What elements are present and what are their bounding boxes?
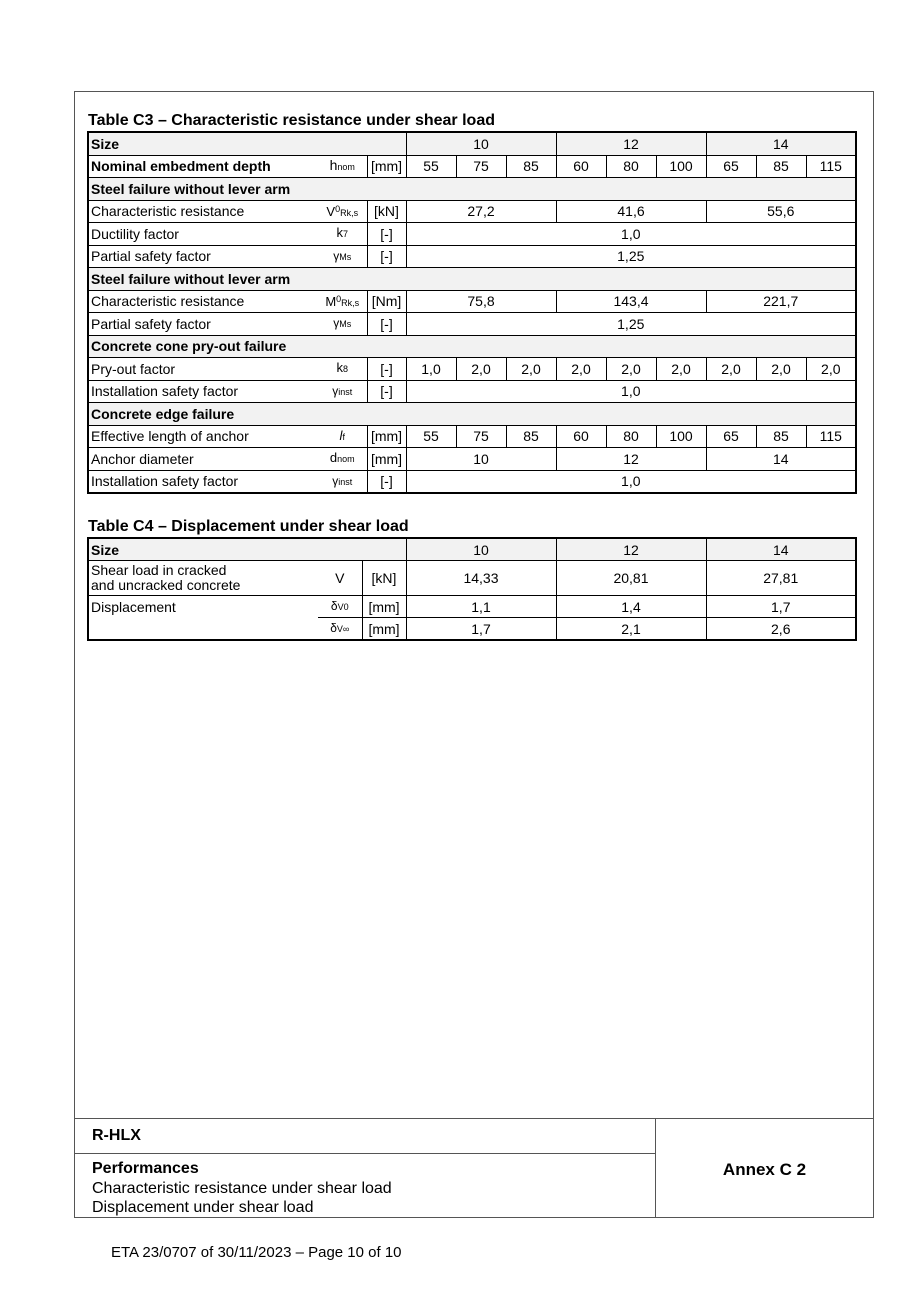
partial-row [88, 313, 856, 336]
dv0-value: 1,7 [706, 596, 856, 618]
section-title: Concrete edge failure [88, 403, 856, 426]
embed-symbol: hnom [318, 155, 367, 178]
gamma-inst-symbol: γinst [318, 470, 367, 493]
shear-load-row [88, 561, 856, 596]
section-row [88, 178, 856, 201]
section-title: Steel failure without lever arm [88, 268, 856, 291]
pry-out-row [88, 358, 856, 381]
v-value: 55,6 [706, 200, 856, 223]
m-value: 143,4 [556, 290, 706, 313]
v-value: 27,2 [406, 200, 556, 223]
shear-label: Shear load in cracked and uncracked concrete [88, 561, 318, 596]
size-row [88, 132, 856, 155]
partial-value: 1,25 [406, 313, 856, 336]
embed-value: 60 [556, 155, 606, 178]
shear-value: 20,81 [556, 561, 706, 596]
table-c3 [87, 131, 857, 494]
pry-label: Pry-out factor [88, 358, 318, 381]
unit: [mm] [362, 596, 406, 618]
ductility-value: 1,0 [406, 223, 856, 246]
unit: [-] [367, 313, 406, 336]
disp-label: Displacement [88, 596, 318, 618]
char-res-v-row [88, 200, 856, 223]
unit: [kN] [367, 200, 406, 223]
eff-len-value: 55 [406, 425, 456, 448]
pry-value: 2,0 [456, 358, 506, 381]
annex-label: Annex C 2 [722, 1160, 807, 1179]
size-label: Size [88, 132, 406, 155]
table-c4 [87, 537, 857, 641]
ductility-label: Ductility factor [88, 223, 318, 246]
dvinf-value: 1,7 [406, 618, 556, 641]
char-res-label: Characteristic resistance [88, 290, 318, 313]
footer-divider [74, 1153, 655, 1154]
embed-value: 75 [456, 155, 506, 178]
embed-value: 65 [706, 155, 756, 178]
eff-len-value: 100 [656, 425, 706, 448]
embed-row [88, 155, 856, 178]
eff-len-label: Effective length of anchor [88, 425, 318, 448]
char-res-m-row [88, 290, 856, 313]
table-c4-title: Table C4 – Displacement under shear load [88, 518, 409, 535]
pry-value: 2,0 [656, 358, 706, 381]
pry-value: 2,0 [556, 358, 606, 381]
size-cell: 14 [706, 132, 856, 155]
k7-symbol: k7 [318, 223, 367, 246]
d-symbol: dnom [318, 448, 367, 471]
section-row [88, 268, 856, 291]
size-cell: 10 [406, 538, 556, 561]
diam-row [88, 448, 856, 471]
char-res-label: Characteristic resistance [88, 200, 318, 223]
m-value: 221,7 [706, 290, 856, 313]
pry-value: 2,0 [706, 358, 756, 381]
unit: [-] [367, 245, 406, 268]
shear-value: 14,33 [406, 561, 556, 596]
embed-value: 80 [606, 155, 656, 178]
section-row [88, 335, 856, 358]
unit: [-] [367, 358, 406, 381]
pry-value: 2,0 [606, 358, 656, 381]
size-cell: 10 [406, 132, 556, 155]
eff-len-value: 85 [506, 425, 556, 448]
partial-row [88, 245, 856, 268]
gamma-ms-symbol: γMs [318, 245, 367, 268]
unit: [Nm] [367, 290, 406, 313]
dv0-value: 1,4 [556, 596, 706, 618]
embed-value: 55 [406, 155, 456, 178]
shear-value: 27,81 [706, 561, 856, 596]
partial-label: Partial safety factor [88, 313, 318, 336]
diam-label: Anchor diameter [88, 448, 318, 471]
performances-title: Performances [92, 1160, 199, 1177]
performances-line: Characteristic resistance under shear load [92, 1180, 392, 1197]
pry-value: 2,0 [756, 358, 806, 381]
section-row [88, 403, 856, 426]
partial-value: 1,25 [406, 245, 856, 268]
eff-len-value: 75 [456, 425, 506, 448]
v-symbol: $V^0Rk,s$ [318, 200, 367, 223]
m-value: 75,8 [406, 290, 556, 313]
lf-symbol: lf [318, 425, 367, 448]
eff-len-value: 60 [556, 425, 606, 448]
unit: [-] [367, 380, 406, 403]
table-c3-title: Table C3 – Characteristic resistance under shear load [88, 112, 495, 129]
disp-v0-row [88, 596, 856, 618]
dv0-symbol: δV0 [318, 596, 362, 618]
embed-value: 100 [656, 155, 706, 178]
embed-label: Nominal embedment depth [88, 155, 318, 178]
unit: [mm] [367, 425, 406, 448]
unit: [mm] [367, 448, 406, 471]
inst-value: 1,0 [406, 380, 856, 403]
disp-label-empty [88, 618, 318, 641]
performances-line: Displacement under shear load [92, 1199, 314, 1216]
product-name: R-HLX [92, 1127, 141, 1144]
diam-value: 12 [556, 448, 706, 471]
size-row [88, 538, 856, 561]
gamma-ms-symbol: γMs [318, 313, 367, 336]
v-value: 41,6 [556, 200, 706, 223]
pry-value: 2,0 [806, 358, 856, 381]
eff-len-value: 80 [606, 425, 656, 448]
partial-label: Partial safety factor [88, 245, 318, 268]
diam-value: 10 [406, 448, 556, 471]
gamma-inst-symbol: γinst [318, 380, 367, 403]
size-cell: 14 [706, 538, 856, 561]
unit: [kN] [362, 561, 406, 596]
unit: [mm] [362, 618, 406, 641]
inst-row [88, 470, 856, 493]
v-symbol: V [318, 561, 362, 596]
size-label: Size [88, 538, 406, 561]
section-title: Steel failure without lever arm [88, 178, 856, 201]
embed-value: 85 [756, 155, 806, 178]
embed-unit: [mm] [367, 155, 406, 178]
inst-label: Installation safety factor [88, 470, 318, 493]
dvinf-symbol: δV∞ [318, 618, 362, 641]
section-title: Concrete cone pry-out failure [88, 335, 856, 358]
embed-value: 115 [806, 155, 856, 178]
diam-value: 14 [706, 448, 856, 471]
eff-len-value: 85 [756, 425, 806, 448]
k8-symbol: k8 [318, 358, 367, 381]
eff-len-value: 65 [706, 425, 756, 448]
dvinf-value: 2,1 [556, 618, 706, 641]
unit: [-] [367, 470, 406, 493]
inst-row [88, 380, 856, 403]
pry-value: 2,0 [506, 358, 556, 381]
dv0-value: 1,1 [406, 596, 556, 618]
disp-vinf-row [88, 618, 856, 641]
eff-len-value: 115 [806, 425, 856, 448]
size-cell: 12 [556, 538, 706, 561]
inst-value: 1,0 [406, 470, 856, 493]
inst-label: Installation safety factor [88, 380, 318, 403]
dvinf-value: 2,6 [706, 618, 856, 641]
pry-value: 1,0 [406, 358, 456, 381]
ductility-row [88, 223, 856, 246]
eff-len-row [88, 425, 856, 448]
embed-value: 85 [506, 155, 556, 178]
m-symbol: $M^0Rk,s$ [318, 290, 367, 313]
page-reference: ETA 23/0707 of 30/11/2023 – Page 10 of 10 [111, 1244, 402, 1261]
unit: [-] [367, 223, 406, 246]
size-cell: 12 [556, 132, 706, 155]
